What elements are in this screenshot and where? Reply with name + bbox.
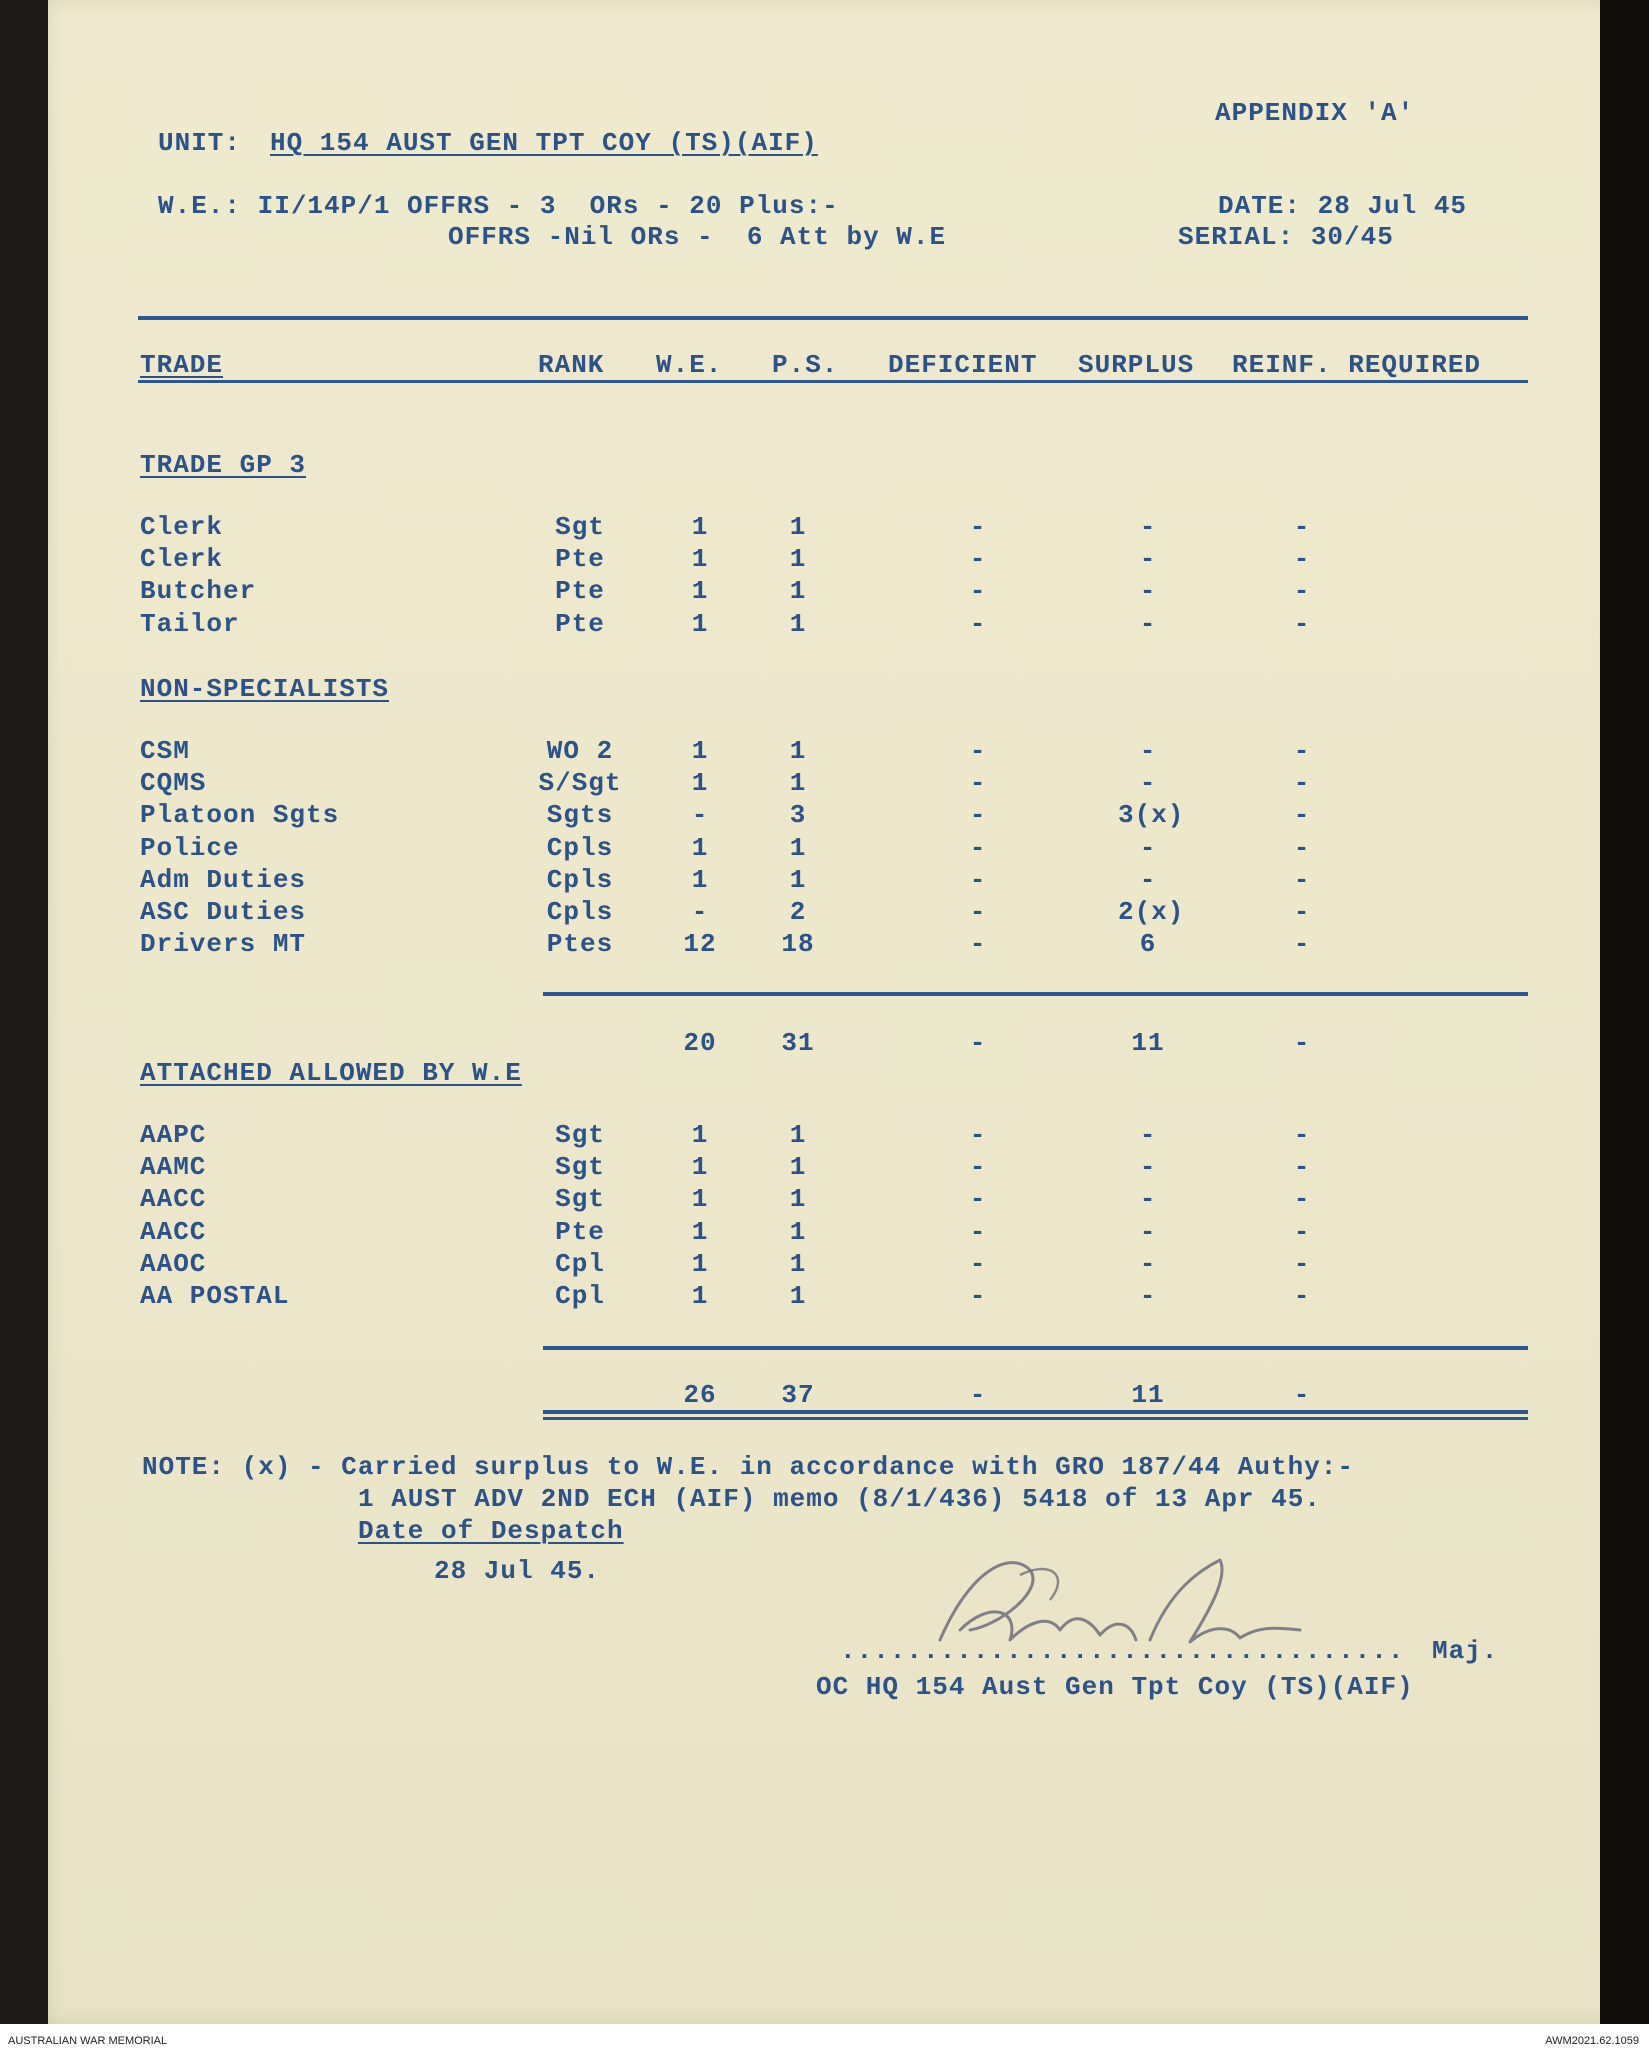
cell-ps: 1 <box>789 833 807 863</box>
scan-border <box>1600 0 1649 2024</box>
cell-rank: Cpls <box>546 833 614 863</box>
header-rule <box>138 316 1528 320</box>
cell-ps: 1 <box>789 544 807 574</box>
cell-we: 1 <box>691 1217 709 1247</box>
cell-we: 1 <box>691 1120 709 1150</box>
cell-rank: Cpls <box>546 897 614 927</box>
cell-surplus: - <box>1139 736 1157 766</box>
subtotal-ps: 31 <box>781 1028 815 1058</box>
cell-trade: Clerk <box>140 512 224 542</box>
cell-ps: 1 <box>789 1120 807 1150</box>
cell-we: 1 <box>691 1152 709 1182</box>
cell-we: - <box>691 897 709 927</box>
cell-ps: 1 <box>789 1281 807 1311</box>
cell-ps: 1 <box>789 1184 807 1214</box>
cell-reinf: - <box>1293 1281 1311 1311</box>
cell-surplus: - <box>1139 1184 1157 1214</box>
unit-name: HQ 154 AUST GEN TPT COY (TS)(AIF) <box>270 128 818 158</box>
cell-rank: Pte <box>555 609 605 639</box>
despatch-date: 28 Jul 45. <box>434 1556 601 1586</box>
cell-reinf: - <box>1293 576 1311 606</box>
cell-surplus: - <box>1139 768 1157 798</box>
cell-deficient: - <box>969 800 987 830</box>
cell-trade: AAPC <box>140 1120 207 1150</box>
cell-rank: Sgt <box>555 1120 605 1150</box>
cell-trade: Adm Duties <box>140 865 307 895</box>
serial-field: SERIAL: 30/45 <box>1178 222 1394 252</box>
total-double-rule-1 <box>543 1410 1528 1414</box>
signatory-rank: Maj. <box>1432 1636 1499 1666</box>
cell-trade: AA POSTAL <box>140 1281 290 1311</box>
cell-surplus: - <box>1139 1249 1157 1279</box>
cell-reinf: - <box>1293 1249 1311 1279</box>
cell-ps: 1 <box>789 512 807 542</box>
note-line-1: NOTE: (x) - Carried surplus to W.E. in accordance with GRO 187/44 Authy:- <box>142 1452 1354 1482</box>
cell-surplus: - <box>1139 609 1157 639</box>
cell-deficient: - <box>969 865 987 895</box>
cell-deficient: - <box>969 576 987 606</box>
cell-rank: Sgt <box>555 512 605 542</box>
cell-reinf: - <box>1293 1152 1311 1182</box>
cell-ps: 1 <box>789 1217 807 1247</box>
cell-we: 1 <box>691 609 709 639</box>
cell-ps: 1 <box>789 576 807 606</box>
cell-trade: AACC <box>140 1184 207 1214</box>
archive-id: AWM2021.62.1059 <box>1545 2035 1639 2047</box>
cell-rank: S/Sgt <box>538 768 622 798</box>
cell-surplus: - <box>1139 1217 1157 1247</box>
cell-trade: ASC Duties <box>140 897 307 927</box>
cell-we: 1 <box>691 576 709 606</box>
archive-name: AUSTRALIAN WAR MEMORIAL <box>8 2035 168 2047</box>
cell-rank: Cpl <box>555 1249 605 1279</box>
cell-surplus: - <box>1139 1281 1157 1311</box>
cell-rank: Ptes <box>546 929 614 959</box>
cell-surplus: - <box>1139 576 1157 606</box>
section-title: NON-SPECIALISTS <box>140 674 390 704</box>
col-trade: TRADE <box>140 350 224 380</box>
cell-rank: Pte <box>555 544 605 574</box>
cell-reinf: - <box>1293 865 1311 895</box>
col-reinf-required: REINF. REQUIRED <box>1232 350 1482 380</box>
despatch-label: Date of Despatch <box>358 1516 624 1546</box>
we-line-2: OFFRS -Nil ORs - 6 Att by W.E <box>448 222 947 252</box>
cell-ps: 1 <box>789 736 807 766</box>
total-ps: 37 <box>781 1380 815 1410</box>
cell-rank: Cpls <box>546 865 614 895</box>
total-surplus: 11 <box>1131 1380 1165 1410</box>
cell-ps: 1 <box>789 865 807 895</box>
cell-deficient: - <box>969 609 987 639</box>
cell-deficient: - <box>969 1217 987 1247</box>
cell-reinf: - <box>1293 512 1311 542</box>
subtotal-rule <box>543 992 1528 996</box>
we-line-1: W.E.: II/14P/1 OFFRS - 3 ORs - 20 Plus:- <box>158 191 839 221</box>
signatory-title: OC HQ 154 Aust Gen Tpt Coy (TS)(AIF) <box>816 1672 1414 1702</box>
cell-we: 1 <box>691 736 709 766</box>
cell-rank: Sgt <box>555 1184 605 1214</box>
unit-label: UNIT: <box>158 128 242 158</box>
cell-ps: 3 <box>789 800 807 830</box>
cell-rank: Cpl <box>555 1281 605 1311</box>
cell-trade: AAMC <box>140 1152 207 1182</box>
cell-surplus: - <box>1139 1152 1157 1182</box>
cell-we: 1 <box>691 544 709 574</box>
cell-deficient: - <box>969 1281 987 1311</box>
cell-reinf: - <box>1293 736 1311 766</box>
cell-rank: WO 2 <box>546 736 614 766</box>
total-deficient: - <box>969 1380 987 1410</box>
cell-surplus: 3(x) <box>1118 800 1185 830</box>
cell-trade: CQMS <box>140 768 207 798</box>
cell-surplus: - <box>1139 833 1157 863</box>
cell-deficient: - <box>969 1152 987 1182</box>
cell-we: 1 <box>691 768 709 798</box>
cell-ps: 2 <box>789 897 807 927</box>
cell-surplus: - <box>1139 865 1157 895</box>
col-ps: P.S. <box>772 350 839 380</box>
cell-reinf: - <box>1293 897 1311 927</box>
cell-deficient: - <box>969 1120 987 1150</box>
cell-surplus: - <box>1139 1120 1157 1150</box>
cell-rank: Sgt <box>555 1152 605 1182</box>
cell-deficient: - <box>969 512 987 542</box>
col-we: W.E. <box>656 350 723 380</box>
cell-reinf: - <box>1293 833 1311 863</box>
cell-reinf: - <box>1293 800 1311 830</box>
archive-footer <box>0 2024 1649 2061</box>
total-double-rule-2 <box>543 1417 1528 1420</box>
date-field: DATE: 28 Jul 45 <box>1218 191 1468 221</box>
section-title: TRADE GP 3 <box>140 450 307 480</box>
cell-reinf: - <box>1293 929 1311 959</box>
appendix-label: APPENDIX 'A' <box>1215 98 1415 128</box>
cell-trade: AACC <box>140 1217 207 1247</box>
cell-surplus: 6 <box>1139 929 1157 959</box>
cell-reinf: - <box>1293 768 1311 798</box>
cell-rank: Pte <box>555 576 605 606</box>
col-rank: RANK <box>538 350 605 380</box>
cell-ps: 1 <box>789 1152 807 1182</box>
cell-trade: Police <box>140 833 240 863</box>
subtotal-surplus: 11 <box>1131 1028 1165 1058</box>
cell-deficient: - <box>969 897 987 927</box>
cell-reinf: - <box>1293 1217 1311 1247</box>
cell-reinf: - <box>1293 1120 1311 1150</box>
cell-deficient: - <box>969 768 987 798</box>
document-page <box>48 0 1614 2024</box>
total-top-rule <box>543 1346 1528 1350</box>
cell-rank: Sgts <box>546 800 614 830</box>
column-header-underline <box>138 380 1528 383</box>
cell-ps: 1 <box>789 1249 807 1279</box>
cell-deficient: - <box>969 736 987 766</box>
cell-ps: 1 <box>789 768 807 798</box>
cell-reinf: - <box>1293 1184 1311 1214</box>
subtotal-reinf: - <box>1293 1028 1311 1058</box>
note-line-2: 1 AUST ADV 2ND ECH (AIF) memo (8/1/436) 5418 of 13 Apr 45. <box>358 1484 1321 1514</box>
cell-reinf: - <box>1293 609 1311 639</box>
cell-we: 12 <box>683 929 717 959</box>
col-deficient: DEFICIENT <box>888 350 1038 380</box>
signature-dots: .................................. <box>840 1636 1405 1666</box>
cell-deficient: - <box>969 833 987 863</box>
cell-we: 1 <box>691 1281 709 1311</box>
cell-ps: 1 <box>789 609 807 639</box>
section-title: ATTACHED ALLOWED BY W.E <box>140 1058 522 1088</box>
cell-deficient: - <box>969 1249 987 1279</box>
cell-we: 1 <box>691 1184 709 1214</box>
total-reinf: - <box>1293 1380 1311 1410</box>
cell-trade: Platoon Sgts <box>140 800 340 830</box>
cell-we: 1 <box>691 512 709 542</box>
cell-we: - <box>691 800 709 830</box>
subtotal-we: 20 <box>683 1028 717 1058</box>
cell-trade: Clerk <box>140 544 224 574</box>
cell-surplus: 2(x) <box>1118 897 1185 927</box>
subtotal-deficient: - <box>969 1028 987 1058</box>
cell-rank: Pte <box>555 1217 605 1247</box>
cell-ps: 18 <box>781 929 815 959</box>
cell-surplus: - <box>1139 544 1157 574</box>
cell-reinf: - <box>1293 544 1311 574</box>
col-surplus: SURPLUS <box>1078 350 1195 380</box>
cell-trade: Butcher <box>140 576 257 606</box>
cell-deficient: - <box>969 1184 987 1214</box>
cell-surplus: - <box>1139 512 1157 542</box>
cell-trade: Tailor <box>140 609 240 639</box>
cell-deficient: - <box>969 544 987 574</box>
cell-trade: CSM <box>140 736 190 766</box>
cell-we: 1 <box>691 833 709 863</box>
cell-deficient: - <box>969 929 987 959</box>
total-we: 26 <box>683 1380 717 1410</box>
cell-trade: Drivers MT <box>140 929 307 959</box>
cell-trade: AAOC <box>140 1249 207 1279</box>
cell-we: 1 <box>691 1249 709 1279</box>
cell-we: 1 <box>691 865 709 895</box>
